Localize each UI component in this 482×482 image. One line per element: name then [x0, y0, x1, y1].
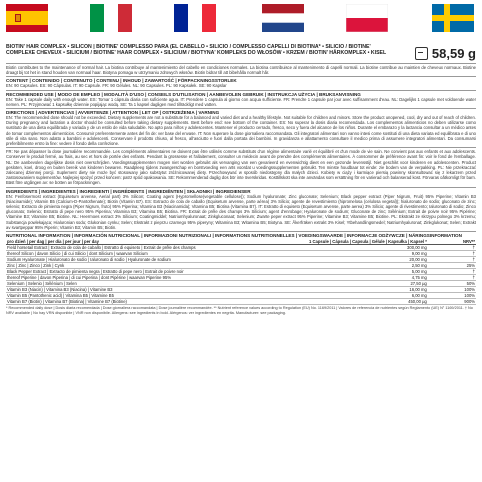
nutrient-nrv: †	[428, 245, 476, 251]
poland-flag	[346, 4, 388, 32]
italy-flag	[90, 4, 132, 32]
nutrient-nrv: †	[428, 275, 476, 281]
divider	[6, 90, 476, 91]
nutrient-name: Sodium Hyaluronate | Hialuronato de sodio | Ialuronato di sodio | Hyaluronate de sodium	[6, 257, 308, 263]
usage-section-title: RECOMMENDED USE | MODO DE EMPLEO | MODALITÀ D'USO | CONSEILS D'UTILISATION | AANBEVOLEN GEBRUIK | INSTRUKCJA UŻYCIA | BRUKSANVISNING	[6, 91, 361, 97]
nutrient-nrv: †	[428, 269, 476, 275]
header-per-day: pro dzień | per dag | per día | per jour | per day	[6, 239, 308, 245]
nutrient-amount: 16,00 mg	[308, 287, 428, 293]
directions-section-title: DIRECTIONS | ADVERTENCIAS | AVVERTENZE | ATTENTION | LET OP | OSTRZEŻENIA | VARNING	[6, 110, 220, 116]
nutrient-nrv: †	[428, 251, 476, 257]
nutrient-amount: 20,00 mg	[308, 257, 428, 263]
nutrition-table	[6, 239, 476, 305]
sweden-flag	[432, 4, 474, 32]
nutrient-nrv: 50%	[428, 281, 476, 287]
nutrient-name: Vitamin B3 (Niacin) | Vitamina B3 (Niacina) | Vitamine B3	[6, 287, 308, 293]
divider	[6, 187, 476, 188]
nutrient-amount: 300,00 mg	[308, 245, 428, 251]
nutrient-name: Field horsetail Extract | Extracto de cola de caballo | Estratto di equiseto | Extrait de prêle des champs	[6, 245, 308, 251]
content-section-text: EN: 90 Capsules. ES: 90 Cápsulas. IT: 90 Capsule. FR: 90 Gélules. NL: 90 Capsules. PL: 90 Kapsułek. SE: 90 Kapslar	[6, 83, 227, 89]
nutrient-name: Selenium | Selenio | Sélénium | Selen	[6, 281, 308, 287]
nutrient-nrv: 900%	[428, 299, 476, 305]
language-flags	[0, 0, 482, 40]
nutrient-amount: 2,50 mg	[308, 263, 428, 269]
usage-section-text: EN: Take 1 capsule daily with enough water. ES: Tomar 1 cápsula diaria con suficiente agua. IT: Prendere 1 capsula al giorno con acqua sufficiente. FR: Prendre 1 capsule par jour avec suffisamment d'eau. NL: Dagelijks 1 capsule met voldoende water nemen. PL: Przyjmować 1 kapsułkę dziennie popijając wodą. SE: Ta 1 kapsel dagligen med tillräckligt med vatten.	[6, 96, 476, 107]
nutrient-amount: 4,75 mg	[308, 275, 428, 281]
nutrient-nrv: 25%	[428, 263, 476, 269]
nutrient-nrv: †	[428, 257, 476, 263]
nutrient-amount: 450,00 µg	[308, 299, 428, 305]
nutrient-amount: 9,00 mg	[308, 251, 428, 257]
netherlands-flag	[262, 4, 304, 32]
divider	[6, 147, 476, 148]
net-weight-value: 58,59 g	[431, 46, 476, 61]
nutrient-amount: 27,50 µg	[308, 281, 428, 287]
label-text-block	[6, 44, 476, 480]
divider	[6, 63, 476, 64]
nutrient-name: Vitamin B7 (Biotin) | Vitamina B7 (Biotina) | Vitamine B7 (Biotine)	[6, 299, 308, 305]
ingredients-section-text: EN: Fenfosermost extract (Equisetum arvense, Aerial part) 3% Silicon; Coating agent (Hypromellose(vegetable cellulose)); Sodium hyaluronate; Zinc gluconate; Selenium; Black pepper extract (Piper Nigrum, Fruit) 95% Piperine; Vitamin B3 (Niacinamide); Vitamin B5 (Calcium-D-Pantothenate); Biotin (Vitamin B7). ES: Extracto de cola de caballo (Equisetum arvense, parte aérea) 3% Silicio; agente de revestimiento (hipromelosa (celulosa vegetal)); hialuronato de sodio; gluconato de zinc; selenio; Extracto de pimienta negra (Piper Nigrum, fruto) 95% Piperina; Vitamina B3 (Niacinamida); Vitamina B5; Biotina (Vitamina B7). IT: Estratto di equiseto (Equisetum arvense, parte aerea) 3% Silicio; agente di rivestimento; Ialuronato di sodio; Zinco gluconato; Selenio; Estratto di pepe nero 95% Piperina; Vitamina B3; Vitamina B5; Biotina. FR: Extrait de prêle des champs 3% Silicium; agent d'enrobage; Hyaluronate de sodium; Gluconate de zinc; Sélénium; Extrait de poivre noir 95% Pipérine; Vitamine B3; Vitamine B5; Biotine. NL: Heermoes extract 3% Silicium; Coatingmiddel; Natriumhyaluronaat; Zinkgluconaat; Selenium; Zwarte peper extract 95% Piperine; Vitamine B3; Vitamine B5; Biotine. PL: Ekstrakt ze skrzypu polnego 3% krzemu; Substancja powlekająca; Hialuronian sodu; Glukonian cynku; Selen; Ekstrakt z pieprzu czarnego 95% piperyny; Witamina B3; Witamina B5; Biotyna. SE: Åkerfräken extrakt 3% Kisel; Ytbehandlingsmedel; Natriumhyaluronat; Zinkglukonat; Selen; Extrakt av svartpeppar 95% Piperin; Vitamin B3; Vitamin B5; Biotin.	[6, 193, 476, 230]
header-per-capsule: 1 Capsule | Cápsula | Capsula | Gélule | Kapsułka | Kapsel *	[309, 239, 427, 245]
header-nrv: NRV**	[428, 239, 476, 245]
nutrient-name: thereof Piperine | davon Piperina | di cui Piperina | dont Pipérine | waarvan Piperine 95%	[6, 275, 308, 281]
spain-flag	[6, 4, 48, 32]
table-row	[6, 299, 476, 305]
product-title: BIOTIN' HAIR COMPLEX • SILICON | BIOTINE' COMPLESSO PARA (EL CABELLO • SILICIO / COMPLESSO CAPELLI DI BIOTINA* • SILICIO / BIOTINE' COMPLEXE CHEVEUX • SILICIUM / BIOTINE' HAAR COMPLEX • SILICIUM / BIOTYNA' KOMPLEKS DO WŁOSÓW • KRZEM / BIOTIN' HÅRKOMPLEX • KISEL	[6, 44, 387, 56]
nutrient-nrv: 100%	[428, 293, 476, 299]
divider	[6, 108, 476, 109]
nutrient-name: Black Pepper Extract | Extracto de pimienta negra | Estratto di pepe nero | Extrait de poivre noir	[6, 269, 308, 275]
nutrient-nrv: 100%	[428, 287, 476, 293]
ingredients-section-title: INGREDIENTS | INGREDIENTES | INGREDIENTI | INGRÉDIENTS | INGREDIËNTEN | SKŁADNIKI | INGREDIENSER	[6, 188, 251, 194]
nutrient-name: Vitamin B5 (Pantothenic acid) | Vitamina B5 | Vitamine B5	[6, 293, 308, 299]
nutrient-amount: 5,00 mg	[308, 269, 428, 275]
nutrient-name: thereof Silicon | davon Silicio | di cui Silicio | dont Silicium | waarvan Silicium	[6, 251, 308, 257]
warnings-continued-text: FR: Ne pas dépasser la dose journalière recommandée. Les compléments alimentaires ne doivent pas être utilisés comme substituts d'un régime alimentaire varié et équilibré et d'un mode de vie sain. Ne convient pas aux enfants et aux adolescents. Conserver le produit fermé, au frais, au sec et hors de portée des enfants. Pendant la grossesse et l'allaitement, consulter un médecin avant de prendre des compléments alimentaires. À consommer de préférence avant fin: voir le fond de l'emballage. NL: De aanbevolen dagelijkse dosis niet overschrijden. Voedingssupplementen mogen niet worden gebruikt als vervanging van een gevarieerd en evenwichtig dieet en een gezonde levensstijl. Niet geschikt voor kinderen en adolescenten. Product gesloten, koel, droog en buiten bereik van kinderen bewaren. Raadpleeg tijdens zwangerschap en borstvoeding een arts voordat u voedingssupplementen gebruikt. Ten minste houdbaar tot einde: zie bodem van de verpakking. PL: Nie przekraczać zalecanej dziennej porcji. Suplement diety nie może być stosowany jako substytut zróżnicowanej diety. Przechowywać w sposób niedostępny dla małych dzieci. Kobiety w ciąży i karmiące piersią powinny skonsultować się z lekarzem przed zastosowaniem suplementów. Najlepiej spożyć przed końcem: patrz spód opakowania. SE: Rekommenderad daglig dos bör inte överskridas. Kosttillskott ska inte användas som ersättning för en varierad och balanserad kost. Förvaras oåtkomligt för barn. Bäst före utgången av: se botten av förpackningen.	[6, 149, 476, 186]
directions-section-text: EN: The recommended dose should not be exceeded. Dietary supplements are not a substitute for a balanced and varied diet and a healthy lifestyle. Not suitable for children and minors. Store the product unopened, cool, dry and out of reach of children. During pregnancy and lactation a doctor should be consulted before taking dietary supplements. Best before end: see bottom of the container. ES: No superar la dosis diaria recomendada. Los complementos alimenticios no deben utilizarse como sustituto de una dieta equilibrada y variada y de un estilo de vida saludable. No apto para niños y adolescentes. Mantener el producto cerrado, fresco, seco y fuera del alcance de los niños. Durante el embarazo y la lactancia consultar a un médico antes de tomar complementos alimenticios. Consumir preferentemente antes del fin de: ver base del envase. IT: Non superare la dose giornaliera raccomandata. Gli integratori alimentari non vanno intesi come sostituti di una dieta variata ed equilibrata e di uno stile di vita sano. Non adatto a bambini e adolescenti. Conservare il prodotto chiuso, al fresco, all'asciutto e fuori dalla portata dei bambini. In gravidanza e allattamento consultare il medico prima di assumere integratori alimentari. Da consumarsi preferibilmente entro la fine: vedere il fondo della confezione.	[6, 115, 476, 147]
content-section-title: CONTENT | CONTENIDO | CONTENUTO | CONTENU | INHOUD | ZAWARTOŚĆ | FÖRPACKNINGSSTORLEK	[6, 78, 237, 84]
weight-icon	[415, 47, 428, 60]
header-row	[6, 44, 476, 62]
nutrition-footnote: * Recommended daily dose | Dosis diaria recomendada | Dose giornaliera raccomandata | Dose journalière recommandée. ** Nutrient reference values according to Regulation (EU) No. 1169/2011 | Valores de referencia de nutrientes según Reglamento (UE) N° 1169/2011. † No NRV available | No hay VRN disponible | VNR non disponibile. Allergens: see ingredients in bold. Alérgenos: ver ingredientes en negrita. Manufacturer: see packaging.	[6, 306, 473, 315]
france-flag	[174, 4, 216, 32]
divider	[6, 231, 476, 232]
nutrient-amount: 6,00 mg	[308, 293, 428, 299]
intro-text: Biotin contributes to the maintenance of normal hair. La biotina contribuye al mantenimiento del cabello en condiciones normales. La biotina contribuisce al mantenimento di capelli normali. La biotine contribue au maintien de cheveux normaux. Biotine draagt bij tot het in stand houden van normaal haar. Biotyna pomaga w utrzymaniu zdrowych włosów. Biotin bidrar till att bibehålla normalt hår.	[6, 65, 476, 76]
nutrient-name: Zinc | Zinc | Zinco | Zink | Cynk	[6, 263, 308, 269]
nutrition-section-title: NUTRITIONAL INFORMATION | INFORMACIÓN NUTRICIONAL | INFORMAZIONI NUTRIZIONALI | INFORMATIONS NUTRITIONNELLES | VOEDINGSWAARDE | INFORMACJE ODŻYWCZE | NÄRINGSINFORMATION	[6, 233, 462, 239]
net-weight	[415, 46, 476, 61]
